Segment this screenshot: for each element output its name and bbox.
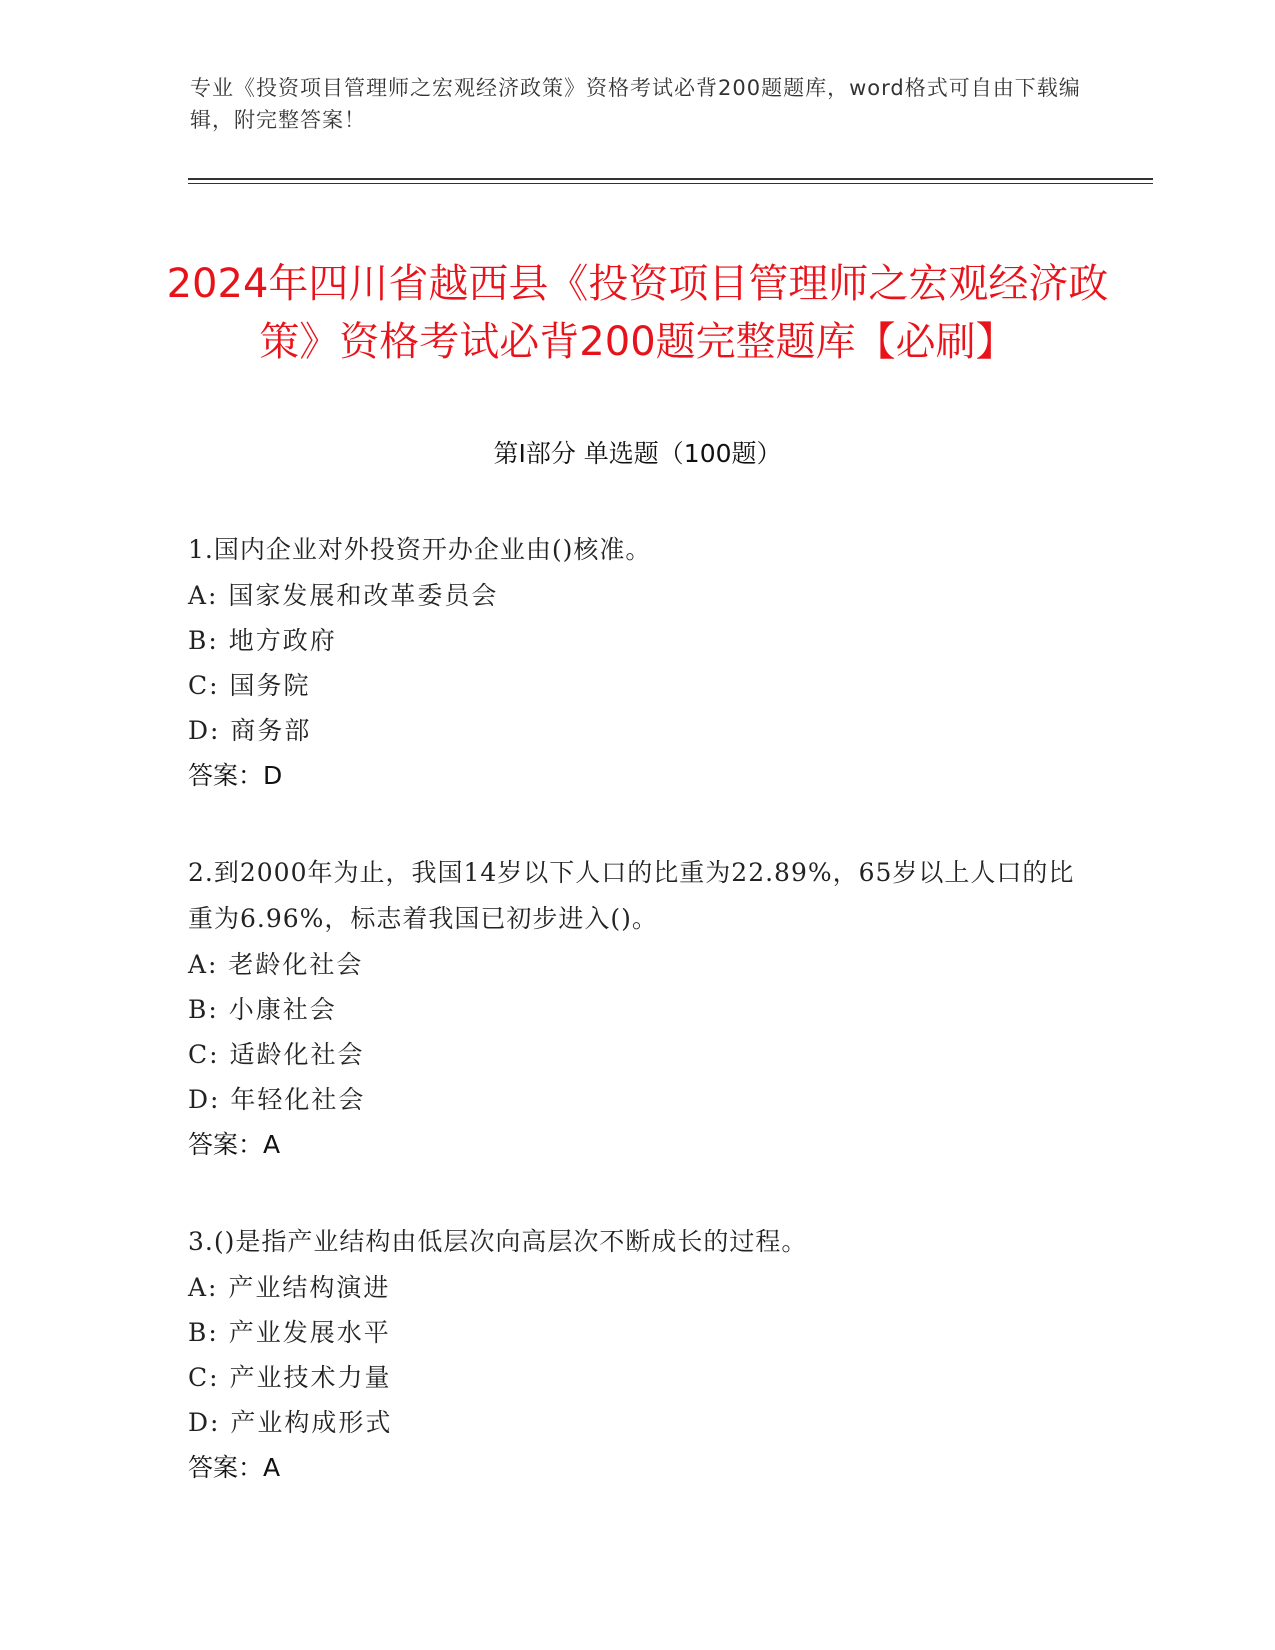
section-heading: 第I部分 单选题（100题）	[493, 439, 782, 468]
question-stem: 1.国内企业对外投资开办企业由()核准。	[188, 535, 652, 564]
option-c: C: 国务院	[188, 671, 311, 700]
answer: 答案：A	[188, 1453, 281, 1482]
option-d: D: 年轻化社会	[188, 1085, 366, 1114]
option-b: B: 产业发展水平	[188, 1318, 391, 1347]
option-b: B: 小康社会	[188, 995, 337, 1024]
option-c: C: 适龄化社会	[188, 1040, 365, 1069]
option-a: A: 国家发展和改革委员会	[188, 581, 499, 610]
question-3	[188, 1219, 1088, 1491]
option-d: D: 商务部	[188, 716, 312, 745]
question-stem: 3.()是指产业结构由低层次向高层次不断成长的过程。	[188, 1227, 808, 1256]
answer: 答案：D	[188, 761, 283, 790]
option-a: A: 产业结构演进	[188, 1273, 391, 1302]
option-b: B: 地方政府	[188, 626, 337, 655]
question-1	[188, 527, 1088, 799]
question-2	[188, 850, 1088, 1168]
document-title: 2024年四川省越西县《投资项目管理师之宏观经济政策》资格考试必背200题完整题库【必刷】	[166, 260, 1109, 365]
header-note: 专业《投资项目管理师之宏观经济政策》资格考试必背200题题库，word格式可自由下载编辑，附完整答案！	[190, 76, 1081, 132]
question-stem: 2.到2000年为止，我国14岁以下人口的比重为22.89%，65岁以上人口的比重为6.96%，标志着我国已初步进入()。	[188, 858, 1075, 933]
question-list	[188, 527, 1088, 1542]
option-d: D: 产业构成形式	[188, 1408, 393, 1437]
option-c: C: 产业技术力量	[188, 1363, 392, 1392]
option-a: A: 老龄化社会	[188, 950, 364, 979]
header-divider-thick	[188, 178, 1153, 180]
header-divider-thin	[188, 183, 1153, 184]
answer: 答案：A	[188, 1130, 281, 1159]
